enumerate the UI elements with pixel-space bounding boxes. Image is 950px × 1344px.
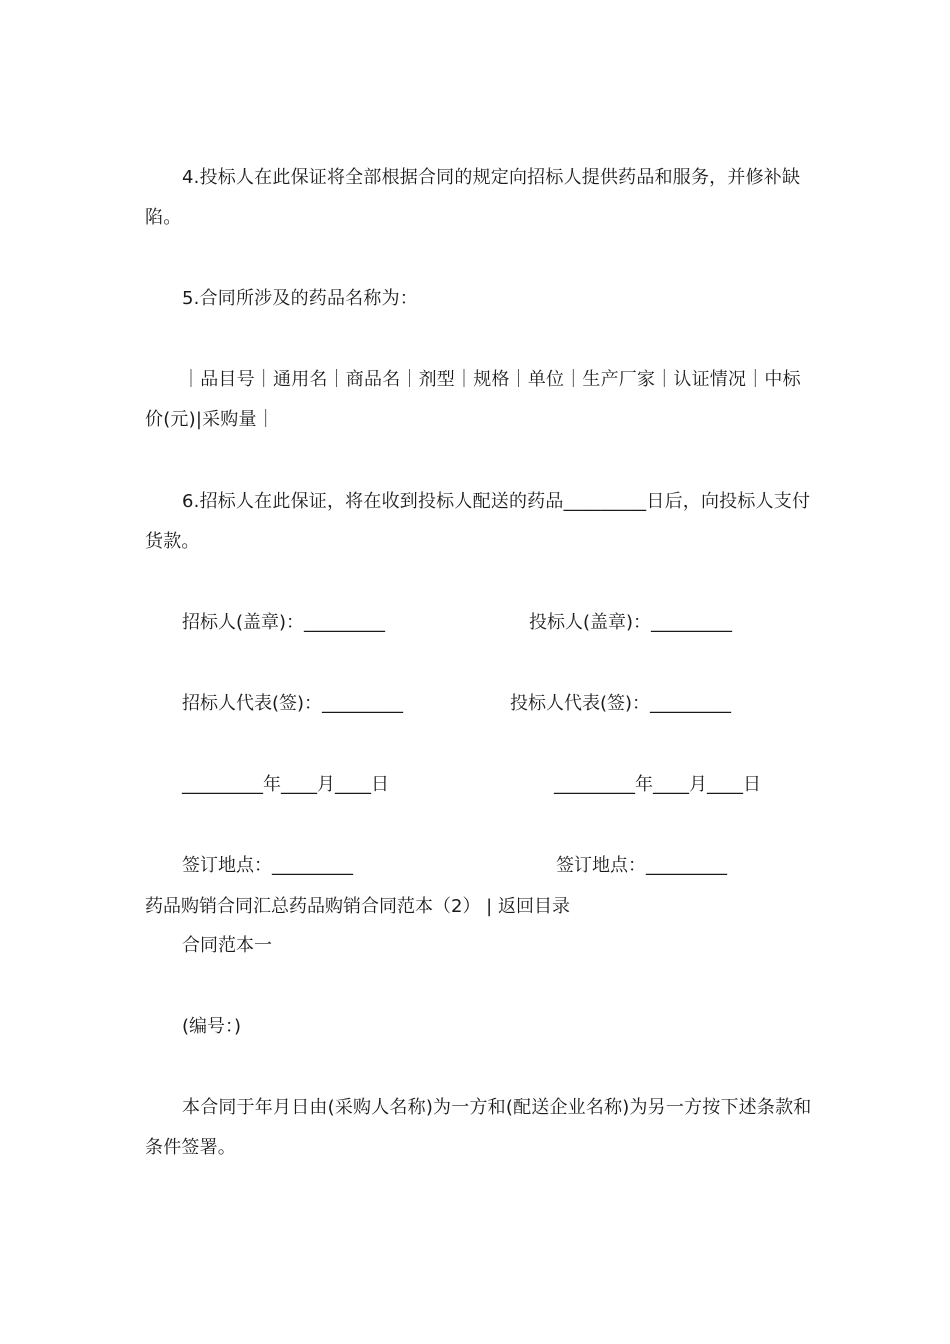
clause-5: 5.合同所涉及的药品名称为： bbox=[182, 288, 418, 309]
clause-4: 4.投标人在此保证将全部根据合同的规定向招标人提供药品和服务，并修补缺陷。 bbox=[145, 167, 801, 228]
bidder-representative-line: 投标人代表(签)：_________ bbox=[510, 693, 732, 714]
tenderer-representative-line: 招标人代表(签)：_________ bbox=[182, 693, 404, 714]
contract-intro: 本合同于年月日由(采购人名称)为一方和(配送企业名称)为另一方按下述条款和条件签署。 bbox=[145, 1097, 812, 1158]
tenderer-date-line: _________年____月____日 bbox=[182, 774, 389, 795]
bidder-place-line: 签订地点：_________ bbox=[556, 855, 727, 876]
tenderer-place-line: 签订地点：_________ bbox=[182, 855, 353, 876]
section-link[interactable]: 药品购销合同汇总药品购销合同范本（2） | 返回目录 bbox=[145, 896, 570, 917]
tenderer-seal-line: 招标人(盖章)：_________ bbox=[182, 612, 386, 633]
bidder-seal-line: 投标人(盖章)：_________ bbox=[529, 612, 733, 633]
clause-6: 6.招标人在此保证，将在收到投标人配送的药品_________日后，向投标人支付货款。 bbox=[145, 491, 811, 552]
drug-table-header: ｜品目号｜通用名｜商品名｜剂型｜规格｜单位｜生产厂家｜认证情况｜中标价(元)|采购量｜ bbox=[145, 369, 801, 430]
bidder-date-line: _________年____月____日 bbox=[554, 774, 761, 795]
contract-number-label: (编号：) bbox=[182, 1016, 242, 1037]
sample-title: 合同范本一 bbox=[182, 935, 272, 956]
